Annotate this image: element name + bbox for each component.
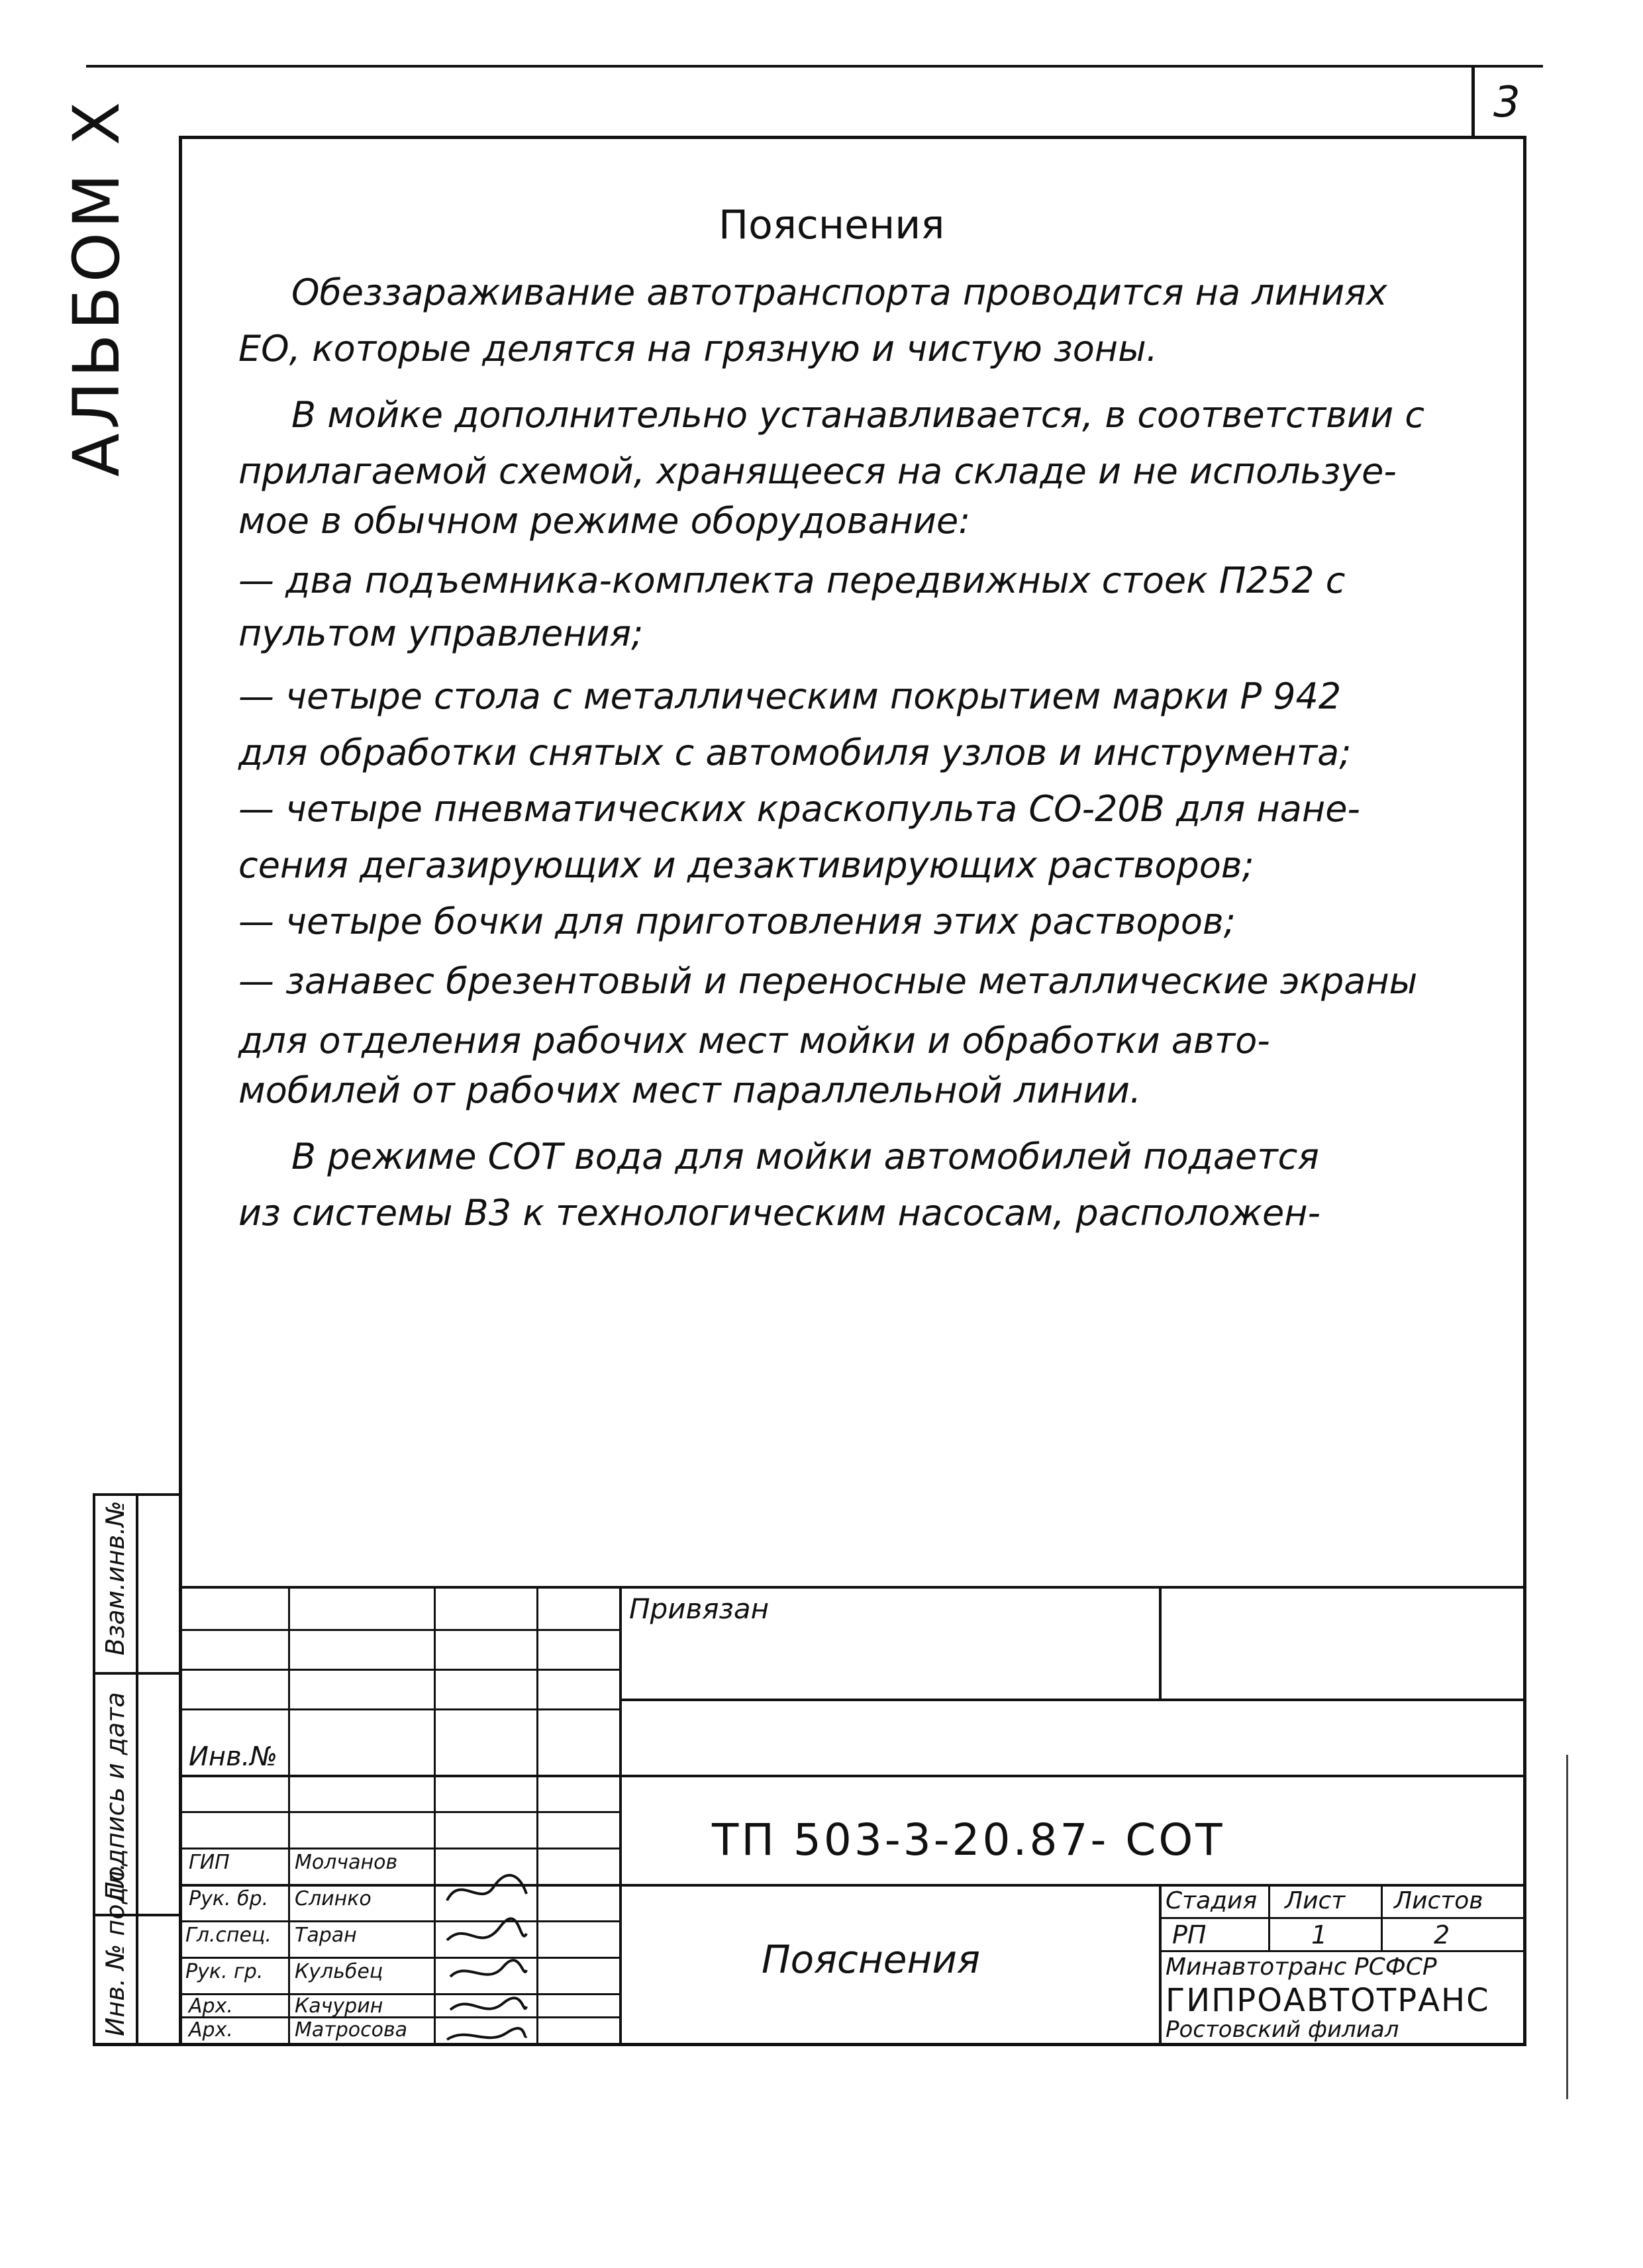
side-label-inv-podl: Инв. № подл. [101,1862,130,2036]
stage-value: РП [1172,1920,1207,1949]
tb-h9 [179,1920,619,1922]
body-line: мое в обычном режиме оборудование: [238,500,971,542]
album-label: АЛЬБОМ Х [60,97,134,477]
body-line: для отделения рабочих мест мойки и обработки авто- [238,1020,1270,1061]
body-line: В режиме СОТ вода для мойки автомобилей подается [291,1136,1319,1177]
side-top [93,1493,182,1496]
tb-h13 [1159,1917,1526,1919]
signatory-name: Кульбец [295,1960,383,1983]
sheet-header: Лист [1285,1887,1346,1914]
body-line: В мойке дополнительно устанавливается, в соответствии с [291,394,1425,436]
signatory-role: ГИП [189,1851,230,1874]
signatory-name: Молчанов [295,1851,398,1874]
signatory-name: Качурин [295,1995,383,2018]
body-line: — два подъемника-комплекта передвижных стоек П252 с [238,560,1346,601]
privyazan-label: Привязан [629,1593,770,1625]
tb-h6 [179,1811,619,1813]
side-label-inv-vzam: Взам.инв.№ [101,1501,130,1655]
body-line: — занавес брезентовый и переносные металлические экраны [238,960,1418,1002]
body-line: мобилей от рабочих мест параллельной линии. [238,1069,1142,1111]
body-line: сения дегазирующих и дезактивирующих растворов; [238,844,1254,886]
top-rule [86,65,1543,68]
tb-h10 [179,1957,619,1959]
tb-h4 [179,1708,619,1710]
tb-v8 [1381,1884,1383,1950]
signatory-role: Гл.спец. [185,1924,272,1947]
tb-h7 [179,1848,619,1849]
body-line: пультом управления; [238,613,644,654]
tb-v5 [1159,1586,1162,1699]
signatory-role: Рук. бр. [189,1887,269,1910]
org-line-2: ГИПРОАВТОТРАНС [1166,1982,1490,2019]
tb-v3 [536,1586,538,2046]
org-line-3: Ростовский филиал [1166,2016,1399,2043]
tb-h1 [179,1629,619,1631]
doc-title: Пояснения [762,1937,980,1982]
sheet-value: 1 [1311,1920,1328,1949]
body-line: — четыре пневматических краскопульта СО-20В для нане- [238,788,1360,830]
signatory-name: Таран [295,1924,357,1947]
inv-no-label: Инв.№ [189,1742,277,1772]
tb-h3 [619,1699,1526,1701]
body-line: прилагаемой схемой, хранящееся на складе и не используе- [238,450,1397,492]
signatory-role: Рук. гр. [185,1960,264,1983]
body-line: Обеззараживание автотранспорта проводится на линиях [291,271,1387,313]
tb-h14 [1159,1950,1526,1952]
signatory-role: Арх. [189,1995,233,2018]
signatory-name: Слинко [295,1887,372,1910]
stage-header: Стадия [1166,1887,1258,1914]
doc-code: ТП 503-3-20.87- СОТ [712,1814,1225,1865]
signatory-role: Арх. [189,2018,233,2042]
org-line-1: Минавтотранс РСФСР [1166,1953,1437,1981]
side-div-1 [93,1672,182,1675]
side-col-mid [136,1493,138,2046]
scan-edge-line [1566,1755,1568,2099]
sheet-number-box-left [1471,65,1475,138]
frame-top [179,136,1526,139]
tb-v4 [619,1586,622,2046]
page-title: Пояснения [719,202,945,248]
tb-v6 [1159,1884,1162,2046]
tb-h5 [179,1775,1526,1777]
tb-v1 [288,1586,290,2046]
frame-left [179,136,182,2046]
side-label-podpis: Подпись и дата [101,1692,130,1900]
side-col-left [93,1493,95,2046]
tb-h8 [179,1884,1526,1887]
frame-bottom [93,2043,1526,2046]
signatory-name: Матросова [295,2018,408,2042]
sheet-number: 3 [1493,78,1520,127]
tb-v7 [1268,1884,1270,1950]
signatures [440,1848,533,2046]
frame-right [1523,136,1526,2046]
sheets-value: 2 [1434,1920,1450,1949]
body-line: ЕО, которые делятся на грязную и чистую зоны. [238,328,1158,370]
tb-h0 [179,1586,1526,1589]
body-line: для обработки снятых с автомобиля узлов и инструмента; [238,732,1352,773]
sheets-header: Листов [1394,1887,1483,1914]
body-line: из системы В3 к технологическим насосам, расположен- [238,1192,1321,1234]
body-line: — четыре бочки для приготовления этих растворов; [238,901,1236,942]
tb-v2 [434,1586,436,2046]
tb-h2 [179,1669,619,1671]
tb-h11 [179,1993,619,1995]
body-line: — четыре стола с металлическим покрытием марки Р 942 [238,675,1342,717]
